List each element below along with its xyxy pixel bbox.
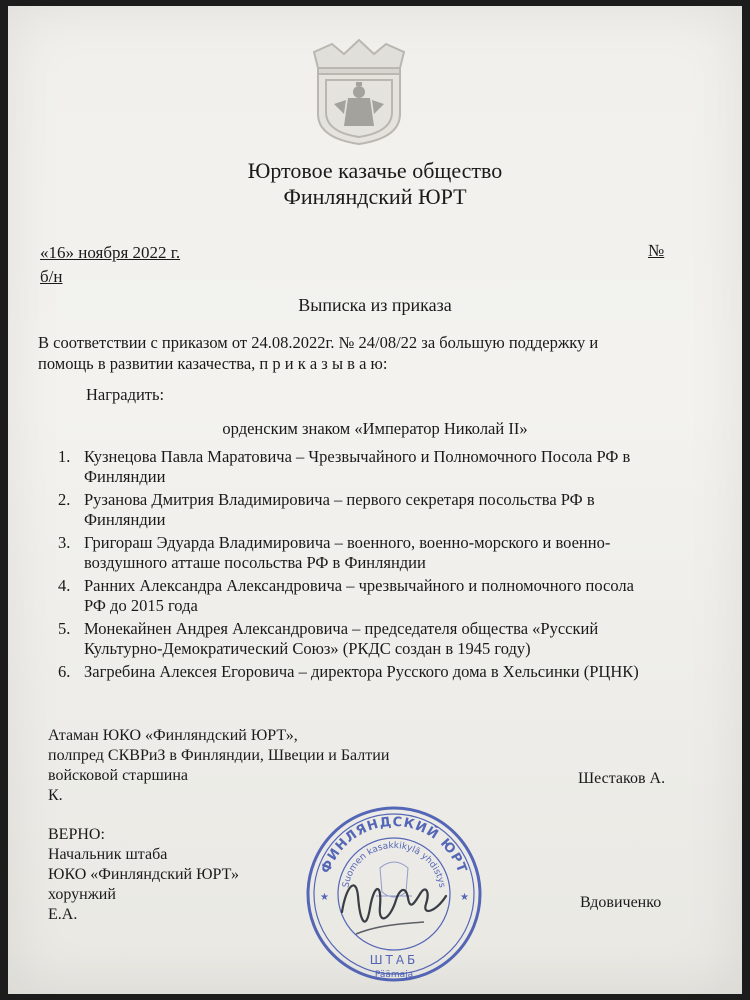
document-page (8, 6, 742, 994)
document-date: «16» ноября 2022 г. (40, 243, 181, 262)
list-item-number: 2. (58, 490, 71, 509)
list-item (34, 447, 694, 487)
list-item-text: воздушного атташе посольства РФ в Финляндии (84, 553, 426, 572)
stamp-bottom-text: ШТАБ (369, 953, 419, 967)
list-item-text: Загребина Алексея Егоровича – директора Русского дома в Хельсинки (РЦНК) (84, 662, 639, 681)
preamble-line: В соответствии с приказом от 24.08.2022г. № 24/08/22 за большую поддержку и (38, 333, 599, 352)
preamble-line: помощь в развитии казачества, п р и к а з ы в а ю: (38, 354, 388, 373)
list-item-number: 1. (58, 447, 71, 466)
list-item-text: Ранних Александра Александровича – чрезвычайного и полномочного посола (84, 576, 634, 595)
list-item-text: РФ до 2015 года (84, 596, 198, 615)
star-icon: ★ (460, 892, 469, 903)
list-item-text: Монекайнен Андрея Александровича – председателя общества «Русский (84, 619, 599, 638)
list-item-text: Рузанова Дмитрия Владимировича – первого секретаря посольства РФ в (84, 490, 595, 509)
ataman-name: Шестаков А. (578, 770, 666, 787)
list-item-number: 5. (58, 619, 71, 638)
signature-title-line: Начальник штаба (48, 846, 168, 863)
recipients-list (34, 447, 694, 685)
signature-title-line: К. (48, 787, 63, 804)
list-item (34, 619, 694, 659)
list-item-text: Финляндии (84, 467, 166, 486)
list-item-text: Культурно-Демократический Союз» (РКДС создан в 1945 году) (84, 639, 531, 658)
document-title: Выписка из приказа (298, 295, 452, 315)
signature-title-line: войсковой старшина (48, 767, 189, 784)
verified-signature-block (48, 825, 239, 925)
stamp-top-text: ФИНЛЯНДСКИЙ ЮРТ (318, 814, 470, 876)
signature-title-line: Е.А. (48, 906, 78, 923)
list-item (34, 533, 694, 573)
document-number-value: б/н (40, 267, 63, 286)
signature-title-line: ВЕРНО: (48, 826, 105, 843)
chief-of-staff-name: Вдовиченко (580, 894, 662, 911)
signature-title-line: Атаман ЮКО «Финляндский ЮРТ», (48, 727, 298, 744)
star-icon: ★ (320, 892, 329, 903)
signature-title-line: полпред СКВРиЗ в Финляндии, Швеции и Балтии (48, 747, 390, 764)
list-item-number: 4. (58, 576, 71, 595)
stamp-inner-text: Suomen kasakkikylä yhdistys (341, 840, 447, 889)
list-item (34, 576, 694, 616)
signature-title-line: хорунжий (48, 886, 116, 903)
signature-title-line: ЮКО «Финляндский ЮРТ» (48, 866, 239, 883)
list-item-text: Кузнецова Павла Маратовича – Чрезвычайного и Полномочного Посола РФ в (84, 447, 631, 466)
award-verb: Наградить: (86, 385, 165, 404)
list-item-text: Финляндии (84, 510, 166, 529)
award-order-name: орденским знаком «Император Николай II» (222, 419, 528, 438)
document-number-label: № (648, 241, 665, 260)
coat-of-arms-icon (304, 34, 414, 146)
handwritten-signature (342, 885, 446, 921)
official-stamp (296, 796, 492, 992)
list-item-number: 6. (58, 662, 71, 681)
list-item (34, 490, 694, 530)
list-item (34, 662, 694, 682)
ataman-signature-block (48, 726, 389, 806)
preamble (38, 332, 698, 374)
stamp-bottom-subtext: Päämaja (374, 970, 414, 980)
org-name-line1: Юртовое казачье общество (247, 158, 503, 183)
org-name-line2: Финляндский ЮРТ (283, 184, 467, 209)
signature-underline (356, 922, 424, 934)
list-item-text: Григораш Эдуарда Владимировича – военного, военно-морского и военно- (84, 533, 611, 552)
list-item-number: 3. (58, 533, 71, 552)
